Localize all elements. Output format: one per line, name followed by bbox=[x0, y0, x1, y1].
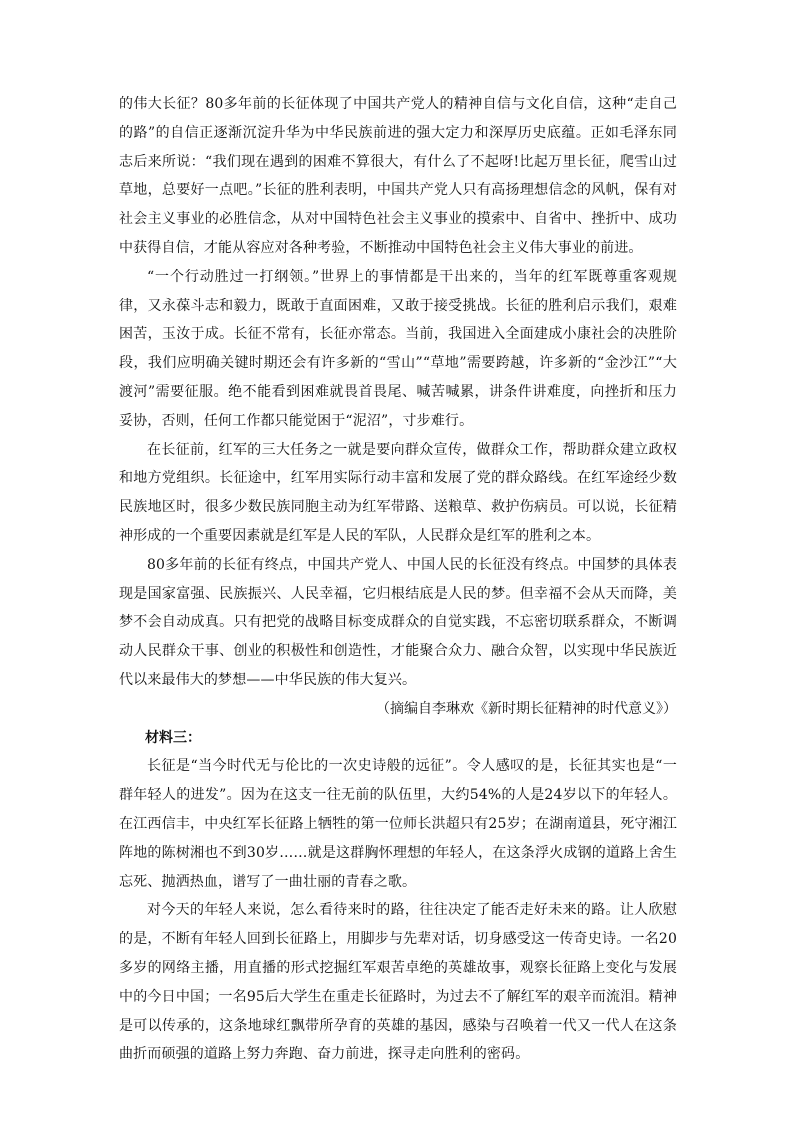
source-citation: （摘编自李琳欢《新时期长征精神的时代意义》） bbox=[376, 700, 677, 717]
section-heading: 材料三： bbox=[145, 729, 201, 746]
document-body bbox=[119, 90, 677, 1069]
section-paragraph-1: 长征是“当今时代无与伦比的一次史诗般的远征”。令人感叹的是，长征其实也是“一群年轻人的进发”。因为在这支一往无前的队伍里，大约54%的人是24岁以下的年轻人。在江西信丰，中央红军长征路上牺牲的第一位师长洪超只有25岁；在湖南道县，死守湘江阵地的陈树湘也不到30岁……就是这群胸怀理想的年轻人，在这条浮火成钢的道路上舍生忘死、抛洒热血，谱写了一曲壮丽的青春之歌。 bbox=[119, 758, 677, 890]
paragraph-1: 的伟大长征？80多年前的长征体现了中国共产党人的精神自信与文化自信，这种“走自己的路”的自信正逐渐沉淀升华为中华民族前进的强大定力和深厚历史底蕴。正如毛泽东同志后来所说：“我们现在遇到的困难不算很大，有什么了不起呀!比起万里长征，爬雪山过草地，总要好一点吧。”长征的胜利表明，中国共产党人只有高扬理想信念的风帆，保有对社会主义事业的必胜信念，从对中国特色社会主义事业的摸索中、自省中、挫折中、成功中获得自信，才能从容应对各种考验，不断推动中国特色社会主义伟大事业的前进。 bbox=[119, 96, 677, 256]
section-paragraph-2: 对今天的年轻人来说，怎么看待来时的路，往往决定了能否走好未来的路。让人欣慰的是，不断有年轻人回到长征路上，用脚步与先辈对话，切身感受这一传奇史诗。一名20多岁的网络主播，用直播的形式挖掘红军艰苦卓绝的英雄故事，观察长征路上变化与发展中的今日中国；一名95后大学生在重走长征路时，为过去不了解红军的艰辛而流泪。精神是可以传承的，这条地球红飘带所孕育的英雄的基因，感染与召唤着一代又一代人在这条曲折而硕强的道路上努力奔跑、奋力前进，探寻走向胜利的密码。 bbox=[119, 902, 677, 1063]
paragraph-2: “一个行动胜过一打纲领。”世界上的事情都是干出来的，当年的红军既尊重客观规律，又永葆斗志和毅力，既敢于直面困难，又敢于接受挑战。长征的胜利启示我们，艰难困苦，玉汝于成。长征不常有，长征亦常态。当前，我国进入全面建成小康社会的决胜阶段，我们应明确关键时期还会有许多新的“雪山”“草地”需要跨越，许多新的“金沙江”“大渡河”需要征服。绝不能看到困难就畏首畏尾、喊苦喊累，讲条件讲难度，向挫折和压力妥协，否则，任何工作都只能觉困于“泥沼”，寸步难行。 bbox=[119, 268, 677, 429]
paragraph-4: 80多年前的长征有终点，中国共产党人、中国人民的长征没有终点。中国梦的具体表现是国家富强、民族振兴、人民幸福，它归根结底是人民的梦。但幸福不会从天而降，美梦不会自动成真。只有把党的战略目标变成群众的自觉实践，不忘密切联系群众，不断调动人民群众干事、创业的积极性和创造性，才能聚合众力、融合众智，以实现中华民族近代以来最伟大的梦想——中华民族的伟大复兴。 bbox=[119, 556, 677, 688]
paragraph-3: 在长征前，红军的三大任务之一就是要向群众宣传，做群众工作，帮助群众建立政权和地方党组织。长征途中，红军用实际行动丰富和发展了党的群众路线。在红军途经少数民族地区时，很多少数民族同胞主动为红军带路、送粮草、救护伤病员。可以说，长征精神形成的一个重要因素就是红军是人民的军队，人民群众是红军的胜利之本。 bbox=[119, 441, 677, 544]
